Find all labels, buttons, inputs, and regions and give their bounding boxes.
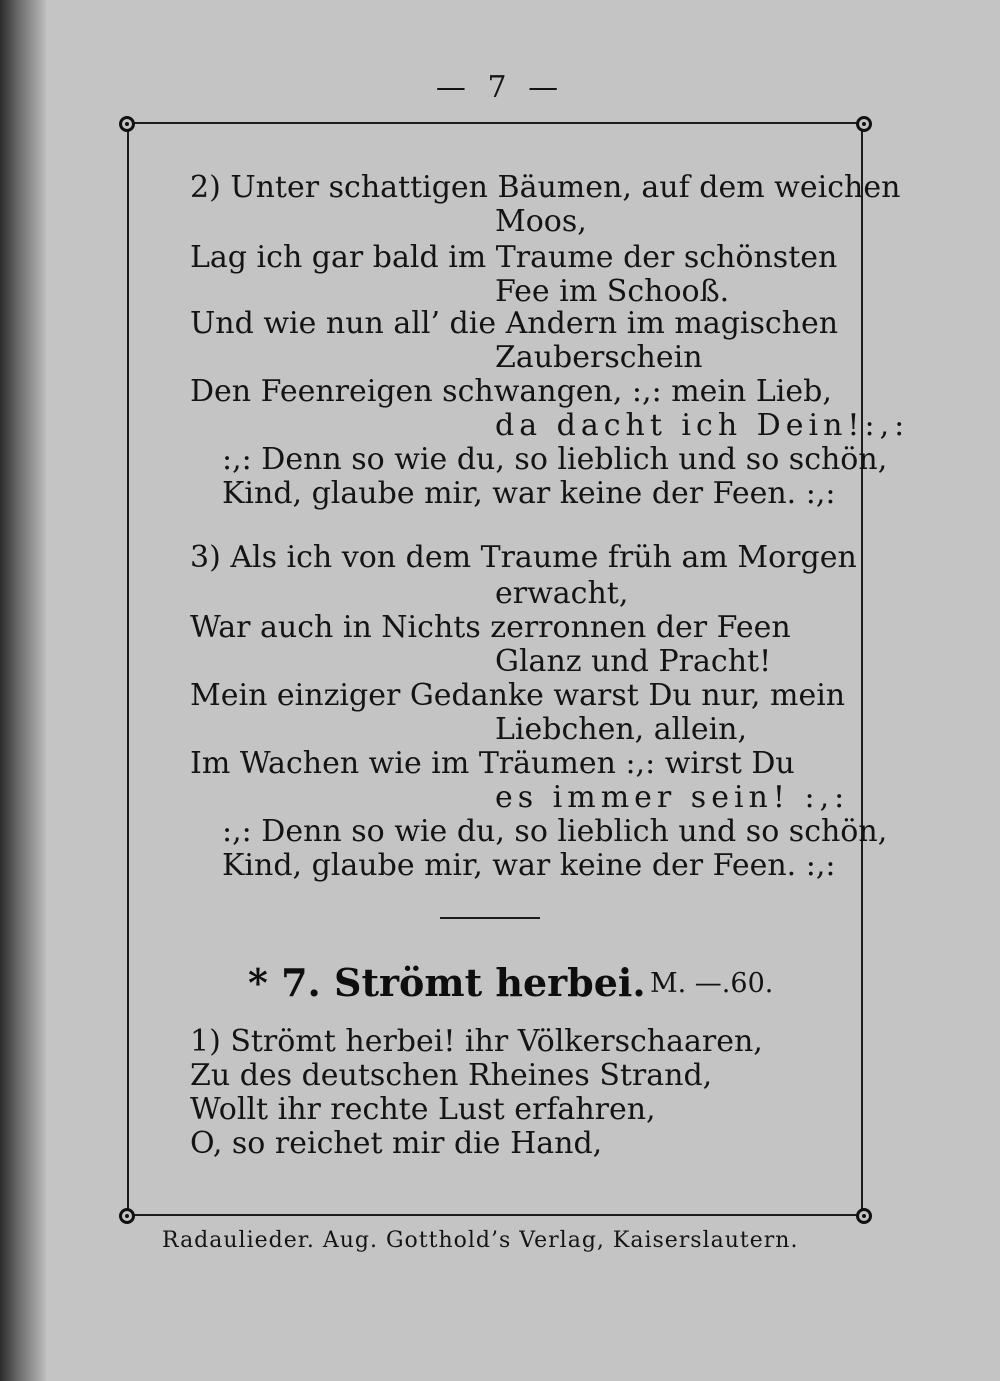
stanza1-line-1: 1) Strömt herbei! ihr Völkerschaaren, [190,1024,763,1059]
page-number: — 7 — [435,70,565,105]
stanza1-line-4: O, so reichet mir die Hand, [190,1126,603,1161]
stanza2-line-9: :,: Denn so wie du, so lieblich und so schön, [222,442,888,477]
ornament-bottom-right-icon [856,1208,872,1224]
publisher-footer: Radaulieder. Aug. Gotthold’s Verlag, Kaiserslautern. [162,1228,799,1253]
stanza2-line-3: Lag ich gar bald im Traume der schönsten [190,240,838,275]
song-price: M. —.60. [650,968,774,999]
ornament-top-left-icon [119,116,135,132]
stanza3-line-5: Mein einziger Gedanke warst Du nur, mein [190,678,846,713]
stanza2-line-4: Fee im Schooß. [495,274,730,309]
stanza2-line-8: da dacht ich Dein!:,: [495,408,910,443]
stanza2-line-5: Und wie nun all’ die Andern im magischen [190,306,839,341]
stanza2-line-6: Zauberschein [495,340,703,375]
ornament-bottom-left-icon [119,1208,135,1224]
stanza3-line-1: 3) Als ich von dem Traume früh am Morgen [190,540,857,575]
stanza3-line-6: Liebchen, allein, [495,712,748,747]
ornament-top-right-icon [856,116,872,132]
stanza2-line-1: 2) Unter schattigen Bäumen, auf dem weichen [190,170,901,205]
stanza3-line-2: erwacht, [495,576,629,611]
song-title: * 7. Strömt herbei. [248,960,646,1005]
stanza3-line-8: es immer sein! :,: [495,780,850,815]
stanza1-line-3: Wollt ihr rechte Lust erfahren, [190,1092,656,1127]
stanza3-line-9: :,: Denn so wie du, so lieblich und so schön, [222,814,888,849]
stanza2-line-10: Kind, glaube mir, war keine der Feen. :,: [222,476,836,511]
stanza2-line-7: Den Feenreigen schwangen, :,: mein Lieb, [190,374,832,409]
stanza3-line-10: Kind, glaube mir, war keine der Feen. :,: [222,848,836,883]
stanza1-line-2: Zu des deutschen Rheines Strand, [190,1058,713,1093]
section-divider [440,917,540,919]
stanza3-line-7: Im Wachen wie im Träumen :,: wirst Du [190,746,795,781]
book-spine [0,0,46,1381]
stanza2-line-2: Moos, [495,204,587,239]
stanza3-line-4: Glanz und Pracht! [495,644,772,679]
stanza3-line-3: War auch in Nichts zerronnen der Feen [190,610,791,645]
